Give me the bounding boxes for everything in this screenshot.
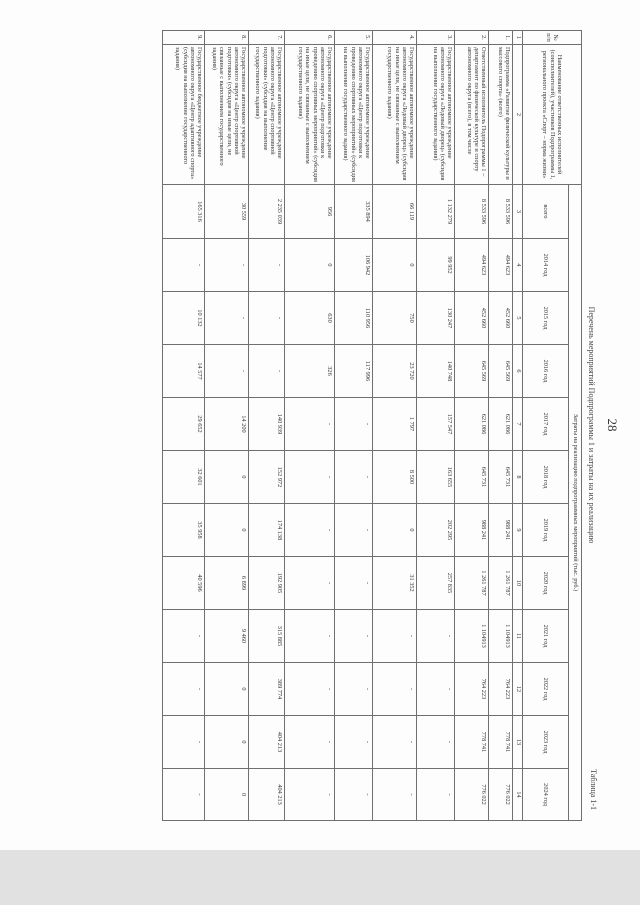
row-year-value: - [335,716,373,769]
row-year-value: 163 655 [417,451,455,504]
column-index: 2 [513,45,523,185]
header-year: 2017 год [523,398,569,451]
row-year-value: - [285,557,335,610]
row-year-value: 140 748 [417,345,455,398]
table-row [417,31,455,821]
column-index: 11 [513,610,523,663]
table-row [285,31,335,821]
row-year-value: - [285,398,335,451]
row-year-value: 0 [205,716,249,769]
row-year-value: 117 996 [335,345,373,398]
row-year-value: 0 [373,504,417,557]
row-year-value: - [205,292,249,345]
table-row [249,31,285,821]
header-year: 2020 год [523,557,569,610]
row-year-value: 750 [373,292,417,345]
header-year: 2021 год [523,610,569,663]
row-year-value: - [285,451,335,504]
header-name: Наименование ответственных исполнителей (соисполнителей), участников Подпрограммы 1, регионального проекта «Спорт – норма жизни» [523,45,582,185]
row-total-value: 165 316 [163,185,205,239]
row-year-value: - [373,663,417,716]
row-year-value: 326 [285,345,335,398]
row-total-value: 335 894 [335,185,373,239]
header-year: 2023 год [523,716,569,769]
row-year-value: 14 200 [205,398,249,451]
row-year-value: 764 223 [455,663,489,716]
row-name: Государственное автономное учреждение автономного округа «Ледовый дворец» (субсидия на выполнение государственного задания) [417,45,455,185]
rotated-sheet [36,30,620,820]
column-index: 6 [513,345,523,398]
table-row [489,31,513,821]
row-year-value: - [285,716,335,769]
row-year-value: 621 086 [489,398,513,451]
column-index: 1 [513,31,523,45]
row-name: Государственное автономное учреждение автономного округа «Центр подготовки к проведению спортивных мероприятий» (субсидия на иные цели, не связанные с выполнением государственного задания) [285,45,335,185]
page-number: 28 [605,418,620,432]
row-year-value: 404 213 [249,716,285,769]
header-costs-group: Затраты на реализацию подпрограммных мероприятий (тыс. руб.) [569,185,582,821]
row-year-value: 110 956 [335,292,373,345]
row-year-value: 31 352 [373,557,417,610]
row-year-value: - [285,610,335,663]
row-year-value: 32 601 [163,451,205,504]
row-year-value: 10 132 [163,292,205,345]
row-year-value: 6 899 [205,557,249,610]
row-year-value: - [373,769,417,821]
row-year-value: 494 623 [455,239,489,292]
column-index: 9 [513,504,523,557]
row-year-value: - [205,345,249,398]
row-year-value: 202 295 [417,504,455,557]
row-number: 9. [163,31,205,45]
table-row [335,31,373,821]
column-index: 3 [513,185,523,239]
row-year-value: 106 942 [335,239,373,292]
row-number: 5. [335,31,373,45]
row-year-value: 404 213 [249,769,285,821]
row-year-value: 645 569 [455,345,489,398]
table-row [163,31,205,821]
row-year-value: 1 261 787 [455,557,489,610]
row-year-value: - [249,292,285,345]
row-year-value: 452 660 [489,292,513,345]
row-total-value: 1 132 279 [417,185,455,239]
row-year-value: 778 741 [455,716,489,769]
row-year-value: 157 547 [417,398,455,451]
header-year: 2022 год [523,663,569,716]
row-year-value: - [417,769,455,821]
row-year-value: - [417,716,455,769]
row-year-value: - [163,239,205,292]
row-year-value: 0 [285,239,335,292]
row-number: 2. [455,31,489,45]
row-year-value: - [373,610,417,663]
row-number: 3. [417,31,455,45]
header-year: 2018 год [523,451,569,504]
row-name: Государственное бюджетное учреждение автономного округа «Центр адаптивного спорта» (субсидия на выполнение государственного задания) [163,45,205,185]
row-name: Государственное автономное учреждение автономного округа «Ледовый дворец» (субсидия на иные цели, не связанные с выполнением государственного задания) [373,45,417,185]
column-index: 7 [513,398,523,451]
row-year-value: 776 022 [455,769,489,821]
row-number: 4. [373,31,417,45]
row-year-value: 764 223 [489,663,513,716]
row-year-value: 1 261 787 [489,557,513,610]
row-year-value: 8 500 [373,451,417,504]
header-total: всего [523,185,569,239]
table-row [455,31,489,821]
row-year-value: 257 835 [417,557,455,610]
table-label: Таблица 1-1 [589,769,598,810]
row-year-value: - [285,769,335,821]
row-year-value: - [249,345,285,398]
row-year-value: - [163,663,205,716]
row-year-value: 645 569 [489,345,513,398]
header-year: 2014 год [523,239,569,292]
column-index: 12 [513,663,523,716]
row-name: Подпрограмма «Развитие физической культуры и массового спорта» (всего) [489,45,513,185]
row-year-value: 645 731 [455,451,489,504]
header-no: № п/п [523,31,582,45]
column-index: 8 [513,451,523,504]
row-year-value: 315 885 [249,610,285,663]
row-total-value: 2 235 039 [249,185,285,239]
row-year-value: 1 104913 [455,610,489,663]
row-number: 1. [489,31,513,45]
header-year: 2016 год [523,345,569,398]
expenditure-table [162,30,582,821]
row-name: Государственное автономное учреждение автономного округа «Центр спортивной подготовки» (субсидия на выполнение государственного задания) [249,45,285,185]
row-year-value: - [285,504,335,557]
row-year-value: 192 905 [249,557,285,610]
row-year-value: 1 104913 [489,610,513,663]
row-year-value: - [417,610,455,663]
row-year-value: 140 939 [249,398,285,451]
header-year: 2024 год [523,769,569,821]
row-year-value: 1 797 [373,398,417,451]
header-year: 2019 год [523,504,569,557]
row-year-value: - [335,504,373,557]
row-year-value: 9 460 [205,610,249,663]
row-year-value: - [335,610,373,663]
row-year-value: 452 660 [455,292,489,345]
row-total-value: 30 559 [205,185,249,239]
row-name: Ответственный исполнитель Подпрограммы 1 – департамент по физической культуре и спорту автономного округа (всего), в том числе [455,45,489,185]
row-year-value: - [285,663,335,716]
row-year-value: - [335,663,373,716]
row-year-value: 988 241 [489,504,513,557]
row-year-value: 494 623 [489,239,513,292]
column-index: 4 [513,239,523,292]
row-name: Государственное автономное учреждение автономного округа «Центр подготовки к проведению спортивных мероприятий» (субсидия на выполнение государственного задания) [335,45,373,185]
row-year-value: 621 086 [455,398,489,451]
row-year-value: 152 972 [249,451,285,504]
row-year-value: 40 596 [163,557,205,610]
row-year-value: - [163,716,205,769]
header-year: 2015 год [523,292,569,345]
row-year-value: 0 [205,504,249,557]
row-total-value: 66 119 [373,185,417,239]
row-year-value: 389 774 [249,663,285,716]
column-index: 5 [513,292,523,345]
row-year-value: 776 022 [489,769,513,821]
row-year-value: - [335,557,373,610]
row-year-value: - [163,610,205,663]
column-index: 14 [513,769,523,821]
row-year-value: 0 [205,451,249,504]
row-total-value: 8 533 596 [455,185,489,239]
row-number: 7. [249,31,285,45]
row-number: 8. [205,31,249,45]
row-year-value: - [417,663,455,716]
table-row [373,31,417,821]
row-year-value: 988 241 [455,504,489,557]
column-index: 10 [513,557,523,610]
row-year-value: 0 [373,239,417,292]
row-year-value: 29 652 [163,398,205,451]
row-year-value: - [335,398,373,451]
row-year-value: - [249,239,285,292]
row-year-value: - [205,239,249,292]
row-year-value: 23 720 [373,345,417,398]
row-year-value: - [373,716,417,769]
row-year-value: 99 952 [417,239,455,292]
table-row [205,31,249,821]
row-year-value: 174 138 [249,504,285,557]
row-year-value: - [163,769,205,821]
row-year-value: 645 731 [489,451,513,504]
row-total-value: 8 533 596 [489,185,513,239]
row-year-value: 0 [205,769,249,821]
row-year-value: 630 [285,292,335,345]
row-year-value: - [335,451,373,504]
row-year-value: 130 247 [417,292,455,345]
scan-bottom-margin [0,850,640,905]
row-name: Государственное автономное учреждение автономного округа «Центр спортивной подготовки» (субсидия на иные цели, не связанные с выполнением государственного задания) [205,45,249,185]
row-total-value: 956 [285,185,335,239]
table-title: Перечень мероприятий Подпрограммы 1 и затраты на их реализацию [587,306,596,544]
row-year-value: 14 577 [163,345,205,398]
row-year-value: 35 958 [163,504,205,557]
column-index: 13 [513,716,523,769]
row-year-value: 0 [205,663,249,716]
row-year-value: - [335,769,373,821]
row-year-value: 778 741 [489,716,513,769]
row-number: 6. [285,31,335,45]
column-index-row [513,31,523,821]
